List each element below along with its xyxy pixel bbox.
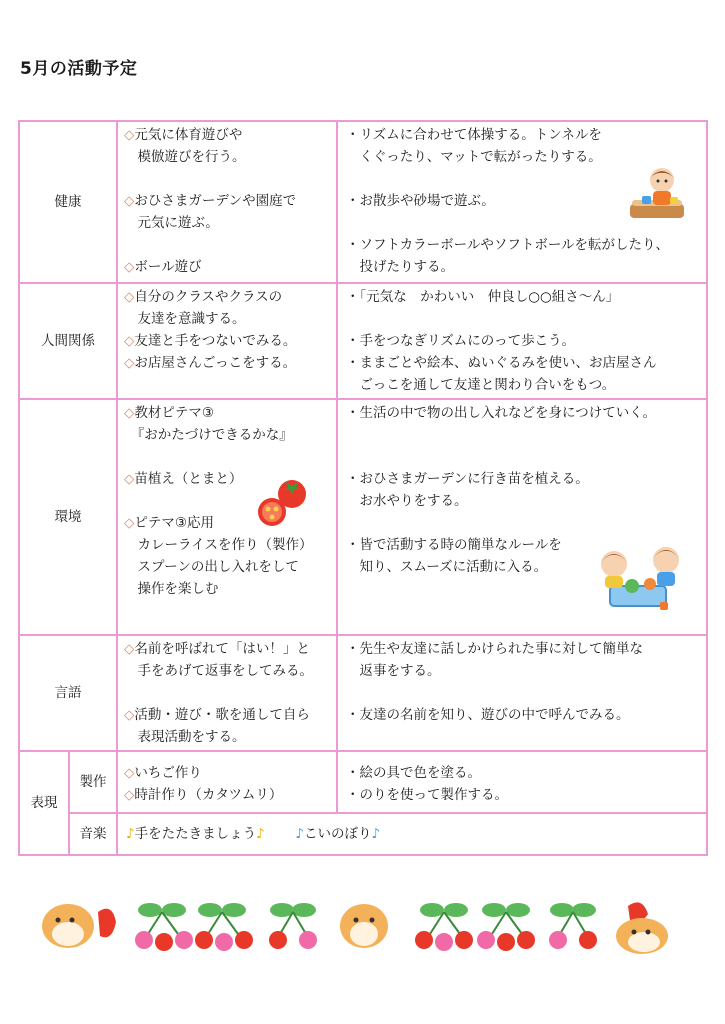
activity-line: ・のりを使って製作する。 — [346, 787, 508, 803]
goal-line: ◇ピテマ③応用 — [124, 515, 214, 531]
goal-line: 友達を意識する。 — [124, 311, 246, 327]
goal-line: 『おかたづけできるかな』 — [124, 427, 293, 443]
diamond-bullet-icon: ◇ — [124, 515, 135, 531]
children-playing-illustration — [592, 542, 690, 614]
hamster-icon — [340, 904, 388, 948]
diamond-bullet-icon: ◇ — [124, 641, 135, 657]
activity-line: ・友達の名前を知り、遊びの中で呼んでみる。 — [346, 707, 630, 723]
goal-line: ◇時計作り（カタツムリ） — [124, 787, 283, 803]
diamond-bullet-icon: ◇ — [124, 707, 135, 723]
activity-line: ・お散歩や砂場で遊ぶ。 — [346, 193, 495, 209]
cherry-strawberry-icon — [415, 903, 473, 951]
goal-line: 表現活動をする。 — [124, 729, 246, 745]
row-ningen — [19, 283, 707, 399]
diamond-bullet-icon: ◇ — [124, 765, 135, 781]
row-hyougen-ongaku — [19, 813, 707, 855]
category-label-gengo: 言語 — [19, 635, 117, 751]
goal-line: 手をあげて返事をしてみる。 — [124, 663, 313, 679]
music-note-icon: ♪ — [295, 826, 304, 842]
category-label-ningen: 人間関係 — [19, 283, 117, 399]
activities-ningen — [337, 283, 707, 399]
category-label-kankyou: 環境 — [19, 399, 117, 635]
goal-line: ◇友達と手をつないでみる。 — [124, 333, 297, 349]
row-hyougen-seisaku — [19, 751, 707, 813]
activity-line: 返事をする。 — [346, 663, 441, 679]
cherry-strawberry-icon — [135, 903, 193, 951]
goals-kenkou — [117, 121, 337, 283]
activity-line: ・手をつなぎリズムにのって歩こう。 — [346, 333, 576, 349]
activity-line: ごっこを通して友達と関わり合いをもつ。 — [346, 377, 616, 393]
subcategory-label-seisaku: 製作 — [69, 751, 117, 813]
hamster-icon — [42, 904, 116, 948]
goal-line: ◇名前を呼ばれて「はい！」と — [124, 641, 310, 657]
cherry-strawberry-icon — [195, 903, 253, 951]
goal-line: カレーライスを作り（製作） — [124, 537, 313, 553]
activity-line: ・皆で活動する時の簡単なルールを — [346, 537, 562, 553]
goals-ningen — [117, 283, 337, 399]
goals-gengo — [117, 635, 337, 751]
diamond-bullet-icon: ◇ — [124, 355, 135, 371]
row-kankyou — [19, 399, 707, 635]
diamond-bullet-icon: ◇ — [124, 787, 135, 803]
cherry-strawberry-icon — [549, 903, 597, 949]
activity-line: 知り、スムーズに活動に入る。 — [346, 559, 548, 575]
diamond-bullet-icon: ◇ — [124, 259, 135, 275]
goal-line: 模倣遊びを行う。 — [124, 149, 246, 165]
activities-kenkou — [337, 121, 707, 283]
category-label-kenkou: 健康 — [19, 121, 117, 283]
goal-line: ◇教材ピテマ③ — [124, 405, 214, 421]
hamster-icon — [616, 902, 668, 954]
diamond-bullet-icon: ◇ — [124, 333, 135, 349]
song-title: 手をたたきましょう — [134, 826, 257, 842]
tomato-illustration — [256, 478, 312, 530]
activity-line: お水やりをする。 — [346, 493, 468, 509]
activities-seisaku — [337, 751, 707, 813]
activity-line: 投げたりする。 — [346, 259, 454, 275]
activity-line: ・「元気な かわいい 仲良し○○組さ〜ん」 — [346, 289, 620, 305]
goal-line: 操作を楽しむ — [124, 581, 219, 597]
activity-line: ・先生や友達に話しかけられた事に対して簡単な — [346, 641, 643, 657]
activity-line: ・ソフトカラーボールやソフトボールを転がしたり、 — [346, 237, 670, 253]
diamond-bullet-icon: ◇ — [124, 193, 135, 209]
goal-line: ◇お店屋さんごっこをする。 — [124, 355, 297, 371]
goal-line: ◇いちご作り — [124, 765, 202, 781]
subcategory-label-ongaku: 音楽 — [69, 813, 117, 855]
goal-line: ◇おひさまガーデンや園庭で — [124, 193, 297, 209]
row-gengo — [19, 635, 707, 751]
goal-line: ◇活動・遊び・歌を通して自ら — [124, 707, 310, 723]
cherry-strawberry-icon — [269, 903, 317, 949]
child-sandbox-illustration — [626, 162, 688, 224]
activity-line: ・絵の具で色を塗る。 — [346, 765, 481, 781]
songs-ongaku — [117, 813, 707, 855]
activity-line: ・リズムに合わせて体操する。トンネルを — [346, 127, 602, 143]
goal-line: ◇自分のクラスやクラスの — [124, 289, 283, 305]
row-kenkou — [19, 121, 707, 283]
page-title: 5月の活動予定 — [20, 59, 138, 79]
goals-seisaku — [117, 751, 337, 813]
activities-kankyou — [337, 399, 707, 635]
activity-line: ・おひさまガーデンに行き苗を植える。 — [346, 471, 589, 487]
music-note-icon: ♪ — [126, 826, 135, 842]
diamond-bullet-icon: ◇ — [124, 471, 135, 487]
activity-line: ・生活の中で物の出し入れなどを身につけていく。 — [346, 405, 656, 421]
music-note-icon: ♪ — [371, 826, 381, 842]
goals-kankyou — [117, 399, 337, 635]
activity-plan-table — [18, 120, 708, 856]
activities-gengo — [337, 635, 707, 751]
song-title: こいのぼり — [303, 826, 372, 842]
cherry-strawberry-icon — [477, 903, 535, 951]
goal-line: ◇苗植え（とまと） — [124, 471, 243, 487]
category-label-hyougen: 表現 — [19, 751, 69, 855]
goal-line: スプーンの出し入れをして — [124, 559, 299, 575]
diamond-bullet-icon: ◇ — [124, 127, 135, 143]
goal-line: ◇ボール遊び — [124, 259, 202, 275]
hamster-strawberry-garland — [38, 892, 688, 962]
activity-line: ・ままごとや絵本、ぬいぐるみを使い、お店屋さん — [346, 355, 657, 371]
activity-line: くぐったり、マットで転がったりする。 — [346, 149, 602, 165]
diamond-bullet-icon: ◇ — [124, 289, 135, 305]
music-note-icon: ♪ — [256, 826, 265, 842]
goal-line: ◇元気に体育遊びや — [124, 127, 243, 143]
diamond-bullet-icon: ◇ — [124, 405, 135, 421]
goal-line: 元気に遊ぶ。 — [124, 215, 219, 231]
